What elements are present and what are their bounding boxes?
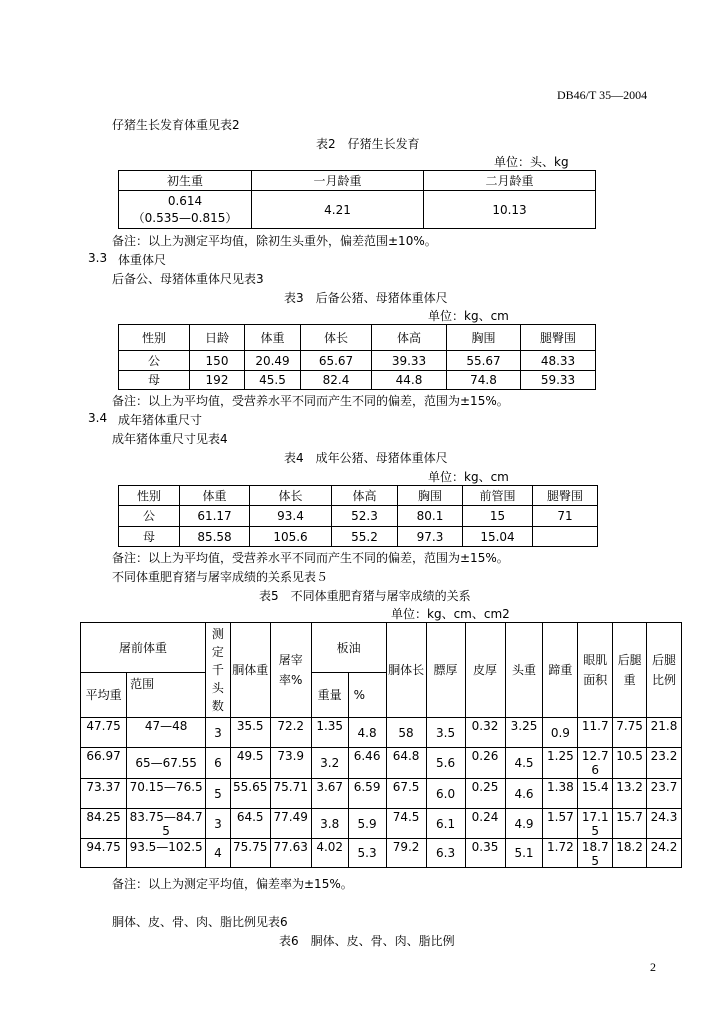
cell-text: 11.7 — [581, 718, 609, 733]
table-cell — [81, 839, 127, 868]
table-cell: 71 — [533, 506, 598, 527]
table-header: 平均重 — [81, 673, 127, 718]
table-cell — [230, 748, 270, 779]
table-cell — [465, 839, 505, 868]
table-header: 胸围 — [398, 486, 463, 506]
cell-text: 74.5 — [392, 809, 420, 824]
table-header: 范围 — [127, 673, 206, 718]
table-cell — [119, 191, 252, 229]
table-cell — [543, 748, 578, 779]
table-cell — [613, 748, 647, 779]
table-header: 日龄 — [190, 325, 245, 351]
table-cell — [578, 718, 613, 748]
cell-text: 18.2 — [616, 839, 643, 854]
table-cell — [578, 748, 613, 779]
table-header: 性别 — [119, 486, 180, 506]
table-header: 胴体重 — [230, 623, 270, 718]
cell-text: 23.7 — [650, 779, 678, 794]
cell-text: 0.32 — [471, 718, 499, 733]
table-cell: 65—67.55 — [127, 748, 206, 779]
table-cell — [348, 779, 386, 809]
paragraph: 胴体、皮、骨、肉、脂比例见表6 — [112, 915, 288, 929]
table-cell: 48.33 — [521, 351, 596, 371]
cell-text: 70.15—76.5 — [129, 779, 203, 794]
table-cell — [647, 779, 682, 809]
table-cell: 93.4 — [250, 506, 332, 527]
cell-text: 6.46 — [353, 749, 381, 763]
cell-text: 55.65 — [233, 779, 268, 794]
table-cell — [127, 809, 206, 839]
cell-text: 67.5 — [392, 779, 420, 794]
table-cell — [270, 748, 311, 779]
cell-text: 1.35 — [316, 718, 344, 733]
table-cell: 5.3 — [348, 839, 386, 868]
table-cell — [613, 809, 647, 839]
cell-text: 3.25 — [510, 718, 538, 733]
table-cell: 4.5 — [505, 748, 543, 779]
table-cell — [230, 779, 270, 809]
table-header: 体重 — [245, 325, 301, 351]
table-cell: 55.2 — [332, 527, 398, 547]
table-cell — [127, 839, 206, 868]
table-cell: 5.1 — [505, 839, 543, 868]
paragraph: 后备公、母猪体重体尺见表3 — [112, 272, 264, 286]
table-cell: 20.49 — [245, 351, 301, 371]
page-number: 2 — [650, 960, 656, 974]
table-header: 胸围 — [447, 325, 521, 351]
cell-text: 24.3 — [650, 809, 678, 824]
birth-range: （0.535—0.815） — [132, 210, 238, 225]
cell-text: 15.7 — [616, 809, 643, 824]
table4-unit: 单位：kg、cm — [428, 470, 509, 484]
table-cell: 3.2 — [311, 748, 348, 779]
cell-text: 64.5 — [236, 809, 264, 824]
table-cell: 6.3 — [426, 839, 465, 868]
table-cell — [386, 809, 426, 839]
cell-text: 1.25 — [547, 749, 574, 763]
cell-text: 64.8 — [392, 749, 420, 763]
table-cell — [647, 748, 682, 779]
cell-text: 15.4 — [581, 779, 609, 794]
cell-text: 1.72 — [547, 839, 574, 854]
table-header: 蹄重 — [543, 623, 578, 718]
table4 — [118, 485, 598, 547]
table-cell: 5 — [206, 779, 231, 809]
cell-text: 0.25 — [471, 779, 499, 794]
table-cell — [81, 809, 127, 839]
table-header: 初生重 — [119, 171, 252, 191]
table-header: 屠宰率% — [270, 623, 311, 718]
cell-text: 75.75 — [233, 839, 268, 854]
table-cell — [81, 779, 127, 809]
cell-text: 13.2 — [616, 779, 643, 794]
table-cell — [505, 718, 543, 748]
table-cell — [127, 718, 206, 748]
table-cell — [578, 809, 613, 839]
table-cell — [270, 839, 311, 868]
table-cell — [613, 718, 647, 748]
table-cell: 15 — [463, 506, 533, 527]
table-cell: 192 — [190, 371, 245, 390]
table-cell: 4.21 — [252, 191, 424, 229]
table-header: 胴体长 — [386, 623, 426, 718]
paragraph: 成年猪体重尺寸见表4 — [112, 432, 228, 446]
table-cell — [465, 718, 505, 748]
table2 — [118, 170, 596, 229]
table-cell: 97.3 — [398, 527, 463, 547]
standard-code: DB46/T 35—2004 — [557, 88, 648, 102]
table-cell: 15.04 — [463, 527, 533, 547]
table-header: 腿臀围 — [533, 486, 598, 506]
table-cell: 5.9 — [348, 809, 386, 839]
cell-text: 77.49 — [273, 809, 308, 824]
table2-caption: 表2 仔猪生长发育 — [316, 137, 420, 151]
table-cell — [270, 718, 311, 748]
cell-text: 93.5—102.5 — [129, 839, 203, 854]
table-cell — [647, 839, 682, 868]
cell-text: 0.26 — [471, 749, 499, 763]
table2-note: 备注：以上为测定平均值，除初生头重外，偏差范围±10%。 — [112, 234, 437, 248]
table-cell: 80.1 — [398, 506, 463, 527]
cell-text: 18.75 — [581, 839, 609, 867]
table-cell — [543, 809, 578, 839]
table-cell — [465, 809, 505, 839]
table-cell: 4 — [206, 839, 231, 868]
table-cell: 85.58 — [180, 527, 250, 547]
table-cell — [311, 779, 348, 809]
cell-text: 12.76 — [581, 749, 609, 777]
table-cell: 6.0 — [426, 779, 465, 809]
table-cell: 3.5 — [426, 718, 465, 748]
cell-text: 47—48 — [144, 718, 188, 733]
table3-unit: 单位：kg、cm — [428, 309, 509, 323]
table-cell — [81, 718, 127, 748]
table-header: 板油 — [311, 623, 386, 673]
cell-text: 49.5 — [236, 749, 264, 763]
table-cell: 58 — [386, 718, 426, 748]
table-cell: 6.1 — [426, 809, 465, 839]
cell-text: 35.5 — [236, 718, 264, 733]
cell-text: 24.2 — [650, 839, 678, 854]
table-cell — [578, 779, 613, 809]
section-title: 成年猪体重尺寸 — [118, 413, 203, 427]
table-cell: 3.8 — [311, 809, 348, 839]
table-cell: 公 — [119, 351, 190, 371]
cell-text: 0.24 — [471, 809, 499, 824]
table5-unit: 单位：kg、cm、cm2 — [391, 607, 510, 621]
section-number: 3.3 — [88, 251, 108, 265]
section-title: 体重体尺 — [118, 253, 167, 267]
table-header: 后腿重 — [613, 623, 647, 718]
table-cell — [230, 809, 270, 839]
cell-text: 73.9 — [277, 749, 305, 763]
table-cell: 52.3 — [332, 506, 398, 527]
table-cell — [386, 779, 426, 809]
cell-text: 0.35 — [471, 839, 499, 854]
table-cell — [578, 839, 613, 868]
table-cell: 10.13 — [424, 191, 596, 229]
table-cell — [465, 779, 505, 809]
table-cell: 6 — [206, 748, 231, 779]
table3-note: 备注：以上为平均值，受营养水平不同而产生不同的偏差，范围为±15%。 — [112, 394, 509, 408]
table-header: 皮厚 — [465, 623, 505, 718]
table3-caption: 表3 后备公猪、母猪体重体尺 — [284, 291, 448, 305]
table-header: 体长 — [301, 325, 372, 351]
table-cell: 44.8 — [372, 371, 447, 390]
cell-text: 79.2 — [392, 839, 420, 854]
table-cell — [465, 748, 505, 779]
table-header: 眼肌面积 — [578, 623, 613, 718]
table4-note: 备注：以上为平均值，受营养水平不同而产生不同的偏差，范围为±15%。 — [112, 551, 509, 565]
table-cell: 母 — [119, 371, 190, 390]
table-cell — [270, 809, 311, 839]
table5 — [80, 622, 682, 868]
table-cell: 45.5 — [245, 371, 301, 390]
table5-note: 备注：以上为测定平均值，偏差率为±15%。 — [112, 877, 353, 891]
table-cell — [230, 839, 270, 868]
cell-text: 66.97 — [86, 749, 121, 763]
table-header: 体高 — [372, 325, 447, 351]
cell-text: 21.8 — [650, 718, 678, 733]
table-cell: 3 — [206, 809, 231, 839]
cell-text: 6.59 — [353, 779, 381, 794]
table-cell: 4.8 — [348, 718, 386, 748]
table-header: 二月龄重 — [424, 171, 596, 191]
table-header: 腿臀围 — [521, 325, 596, 351]
table-header: 体高 — [332, 486, 398, 506]
table-header: 重量 — [311, 673, 348, 718]
table-cell — [81, 748, 127, 779]
table-header: 测定千头数 — [206, 623, 231, 718]
table-cell — [533, 527, 598, 547]
table-cell — [543, 839, 578, 868]
table-cell — [311, 839, 348, 868]
table-header: 前管围 — [463, 486, 533, 506]
table-cell — [647, 809, 682, 839]
table-cell: 65.67 — [301, 351, 372, 371]
table-cell — [543, 779, 578, 809]
cell-text: 77.63 — [273, 839, 308, 854]
cell-text: 4.02 — [316, 839, 344, 854]
cell-text: 47.75 — [86, 718, 121, 733]
cell-text: 83.75—84.75 — [129, 809, 203, 838]
table-cell: 105.6 — [250, 527, 332, 547]
cell-text: 73.37 — [86, 779, 121, 794]
table-header: 头重 — [505, 623, 543, 718]
table-cell: 82.4 — [301, 371, 372, 390]
table4-caption: 表4 成年公猪、母猪体重体尺 — [284, 451, 448, 465]
birth-mean: 0.614 — [167, 193, 203, 208]
table-cell: 3 — [206, 718, 231, 748]
table-cell: 公 — [119, 506, 180, 527]
table3 — [118, 324, 596, 390]
table-cell — [386, 839, 426, 868]
cell-text: 3.67 — [316, 779, 344, 794]
table-cell: 母 — [119, 527, 180, 547]
table-cell: 59.33 — [521, 371, 596, 390]
table-header: 膘厚 — [426, 623, 465, 718]
table-cell: 55.67 — [447, 351, 521, 371]
table-header: 体长 — [250, 486, 332, 506]
table-cell — [613, 779, 647, 809]
table-cell — [270, 779, 311, 809]
table-cell: 4.6 — [505, 779, 543, 809]
table-cell: 4.9 — [505, 809, 543, 839]
table-header: 性别 — [119, 325, 190, 351]
table2-unit: 单位：头、kg — [494, 155, 569, 169]
table-cell: 39.33 — [372, 351, 447, 371]
table-cell: 150 — [190, 351, 245, 371]
cell-text: 23.2 — [650, 749, 678, 763]
table-header: 体重 — [180, 486, 250, 506]
table-header: 屠前体重 — [81, 623, 206, 673]
table-cell — [613, 839, 647, 868]
table-cell — [386, 748, 426, 779]
table-cell — [311, 718, 348, 748]
table-cell: 5.6 — [426, 748, 465, 779]
paragraph: 仔猪生长发育体重见表2 — [112, 118, 240, 132]
table-cell — [230, 718, 270, 748]
cell-text: 7.75 — [616, 718, 643, 733]
section-number: 3.4 — [88, 411, 108, 425]
cell-text: 84.25 — [86, 809, 121, 824]
table5-caption: 表5 不同体重肥育猪与屠宰成绩的关系 — [259, 589, 471, 603]
cell-text: 10.5 — [616, 749, 643, 763]
cell-text: 1.38 — [547, 779, 574, 794]
table-cell: 74.8 — [447, 371, 521, 390]
table-header: % — [348, 673, 386, 718]
table-cell: 61.17 — [180, 506, 250, 527]
table-cell — [127, 779, 206, 809]
paragraph: 不同体重肥育猪与屠宰成绩的关系见表５ — [112, 570, 329, 584]
table-cell — [348, 748, 386, 779]
table-header: 后腿比例 — [647, 623, 682, 718]
table-cell — [647, 718, 682, 748]
cell-text: 72.2 — [277, 718, 305, 733]
table6-caption: 表6 胴体、皮、骨、肉、脂比例 — [279, 934, 455, 948]
cell-text: 17.15 — [581, 809, 609, 838]
cell-text: 94.75 — [86, 839, 121, 854]
cell-text: 1.57 — [547, 809, 574, 824]
cell-text: 75.71 — [273, 779, 308, 794]
table-header: 一月龄重 — [252, 171, 424, 191]
table-cell: 0.9 — [543, 718, 578, 748]
